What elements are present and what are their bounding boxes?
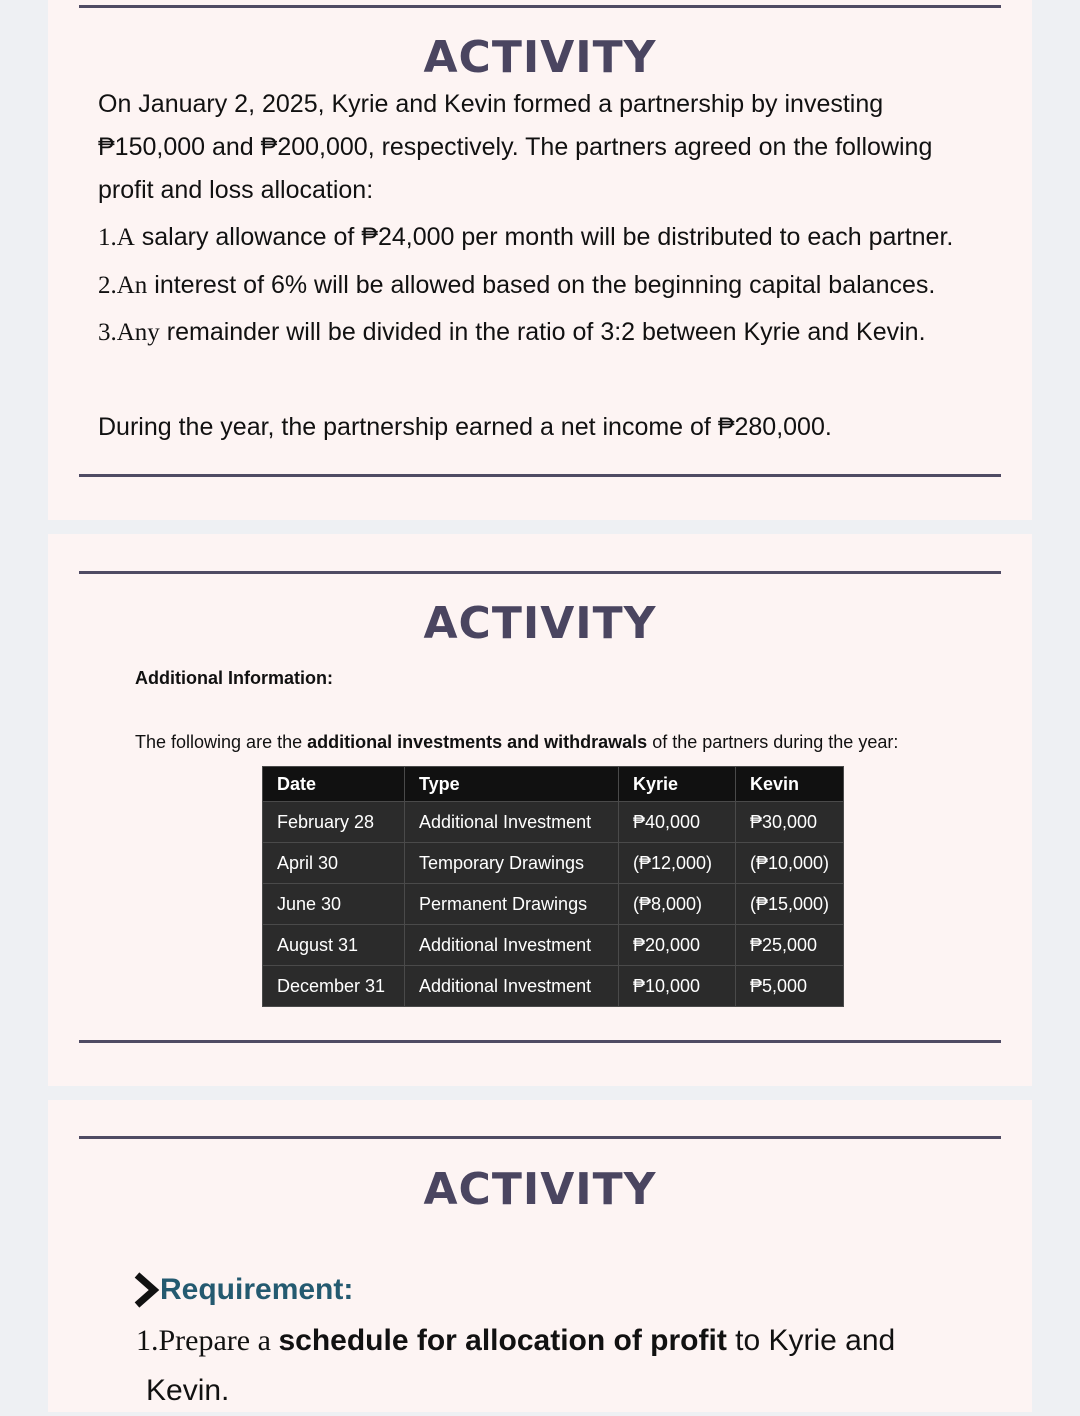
rule-item-2 [98,264,935,307]
header-date: Date [263,767,405,802]
table-row [263,925,844,966]
cell-kyrie: (₱12,000) [619,843,736,884]
requirement-heading [134,1272,353,1308]
slide-title: ACTIVITY [423,32,657,83]
intro-line-2: ₱150,000 and ₱200,000, respectively. The partners agreed on the following [98,133,933,161]
cell-kevin: ₱5,000 [736,966,844,1007]
intro-line-1: On January 2, 2025, Kyrie and Kevin formed a partnership by investing [98,90,884,118]
net-income-line: During the year, the partnership earned a net income of ₱280,000. [98,413,832,441]
cell-type: Additional Investment [405,966,619,1007]
cell-date: August 31 [263,925,405,966]
requirement-bold: schedule for allocation of profit [278,1324,727,1357]
cell-date: June 30 [263,884,405,925]
cell-date: February 28 [263,802,405,843]
slide-2 [48,534,1032,1086]
cell-kyrie: ₱40,000 [619,802,736,843]
rule-number: 3.Any [98,319,160,346]
top-divider [79,1136,1001,1139]
slide-3 [48,1100,1032,1412]
cell-kevin: (₱15,000) [736,884,844,925]
cell-kevin: ₱25,000 [736,925,844,966]
cell-date: April 30 [263,843,405,884]
requirement-label: Requirement: [160,1273,354,1306]
table-row [263,884,844,925]
cell-type: Additional Investment [405,925,619,966]
table-row [263,966,844,1007]
header-type: Type [405,767,619,802]
bottom-divider [79,474,1001,477]
cell-kyrie: ₱10,000 [619,966,736,1007]
requirement-suffix: to Kyrie and [726,1324,896,1357]
table-header-row [263,767,844,802]
header-kyrie: Kyrie [619,767,736,802]
cell-date: December 31 [263,966,405,1007]
rule-text: interest of 6% will be allowed based on the beginning capital balances. [147,271,936,299]
cell-type: Additional Investment [405,802,619,843]
top-divider [79,571,1001,574]
requirement-article: a [250,1324,279,1357]
requirement-item-1 [136,1316,895,1416]
additional-info-label: Additional Information: [135,668,333,688]
slide-title: ACTIVITY [423,598,657,649]
rule-number: 2.An [98,272,148,299]
intro-suffix: of the partners during the year: [647,732,899,752]
requirement-line-2: Kevin. [146,1374,230,1407]
slide-title: ACTIVITY [423,1164,657,1215]
transactions-table [262,766,844,1007]
intro-line-3: profit and loss allocation: [98,176,374,204]
bottom-divider [79,1040,1001,1043]
table-row [263,802,844,843]
chevron-right-icon [134,1272,160,1308]
requirement-number: 1.Prepare [136,1324,251,1357]
intro-prefix: The following are the [135,732,308,752]
rule-number: 1.A [98,224,135,251]
rule-text: salary allowance of ₱24,000 per month will be distributed to each partner. [134,223,954,251]
rule-item-3 [98,311,926,354]
cell-kevin: ₱30,000 [736,802,844,843]
header-kevin: Kevin [736,767,844,802]
cell-kevin: (₱10,000) [736,843,844,884]
table-intro [135,732,898,753]
cell-type: Permanent Drawings [405,884,619,925]
rule-text: remainder will be divided in the ratio of 3:2 between Kyrie and Kevin. [159,318,926,346]
intro-bold: additional investments and withdrawals [307,732,648,752]
cell-type: Temporary Drawings [405,843,619,884]
cell-kyrie: (₱8,000) [619,884,736,925]
slide-1 [48,0,1032,520]
top-divider [79,5,1001,8]
rule-item-1 [98,216,953,259]
table-row [263,843,844,884]
cell-kyrie: ₱20,000 [619,925,736,966]
